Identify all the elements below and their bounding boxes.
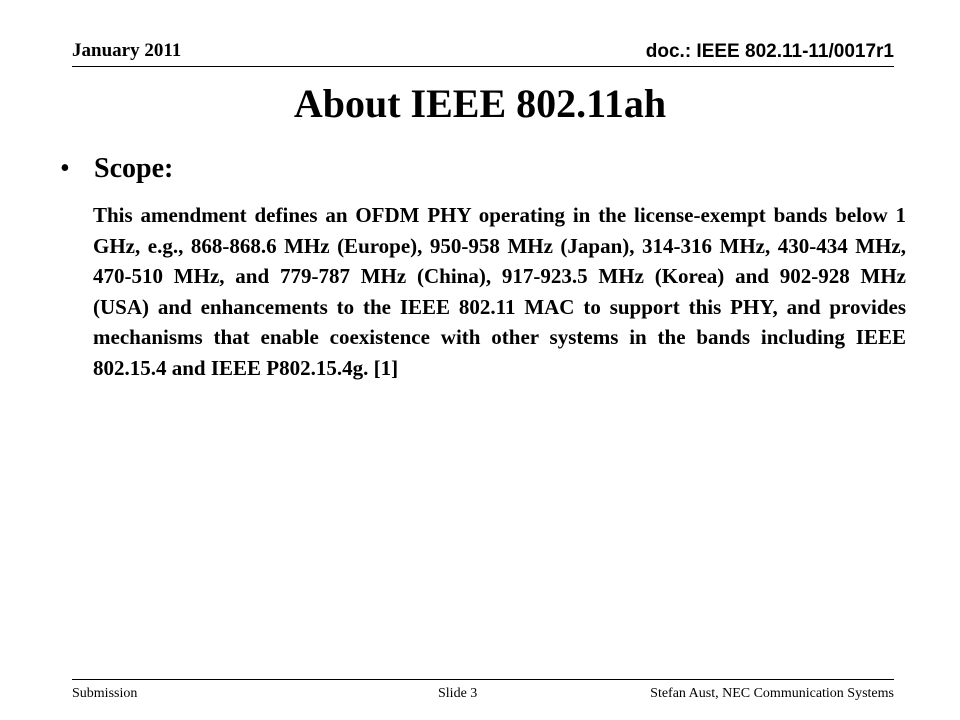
slide-title: About IEEE 802.11ah xyxy=(293,81,667,126)
header-doc-id: doc.: IEEE 802.11-11/0017r1 xyxy=(645,41,894,62)
footer-slide-number: Slide 3 xyxy=(438,686,478,701)
header-divider xyxy=(72,66,894,67)
footer-divider xyxy=(72,679,894,680)
header-date: January 2011 xyxy=(72,40,182,61)
bullet-dot: • xyxy=(60,153,70,184)
scope-body-text: This amendment defines an OFDM PHY operating in the license-exempt bands below 1 GHz, e.g., 868-868.6 MHz (Europe), 950-958 MHz (Japan), 314-316 MHz, 430-434 MHz, 470-510 MHz, and 779-787 MHz (China), 917-923.5 MHz (Korea) and 902-928 MHz (USA) and enhancements to the IEEE 802.11 MAC to support this PHY, and provides mechanisms that enable coexistence with other systems in the bands including IEEE 802.15.4 and IEEE P802.15.4g. [1] xyxy=(93,203,906,380)
footer-submission: Submission xyxy=(72,686,138,701)
scope-bullet xyxy=(60,151,173,187)
footer-author: Stefan Aust, NEC Communication Systems xyxy=(650,686,894,701)
scope-label: Scope: xyxy=(94,153,174,184)
